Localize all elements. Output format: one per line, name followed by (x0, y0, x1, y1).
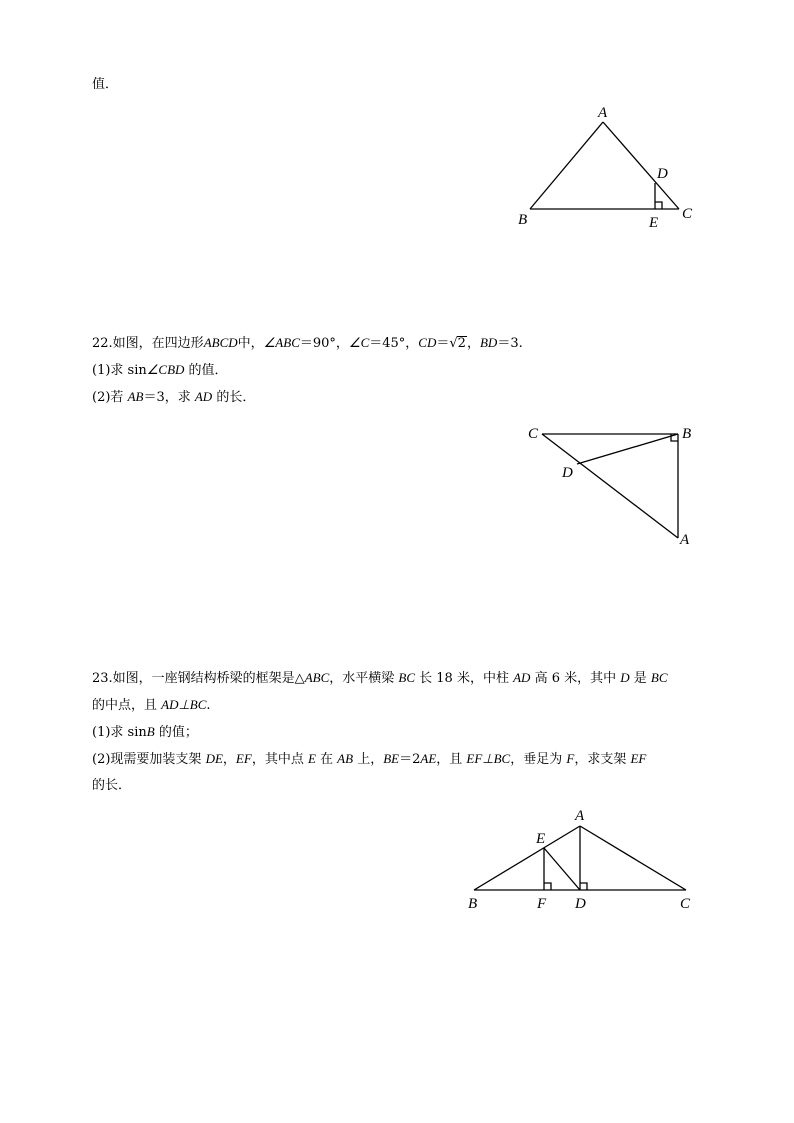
q23-de: DE (205, 751, 223, 766)
q22-part1-pre: (1)求 sin (92, 363, 147, 378)
q23-figure-bridge (460, 800, 700, 920)
q23-line4: 的长． (92, 778, 132, 793)
q23-text-b: ，水平横梁 (329, 671, 399, 686)
q23-bc2: BC (650, 670, 668, 685)
label-b: B (468, 896, 478, 912)
q23-p2-b: ， (222, 752, 236, 767)
label-e: E (536, 831, 546, 847)
q23-p2-f: ＝2 (399, 752, 421, 767)
q23-p2-a: (2)现需要加装支架 (92, 752, 206, 767)
q23-tri: ABC (304, 670, 330, 685)
prev-figure-triangle-abc (510, 98, 710, 238)
q22-ab: AB (127, 389, 144, 404)
right-angle-mark-e (655, 202, 662, 209)
q23-part1-post: 的值； (154, 725, 198, 740)
q22-angle-c: ∠C (348, 335, 370, 350)
label-b: B (518, 212, 528, 228)
q23-p2-g: ，且 (436, 752, 467, 767)
q23-part2 (92, 750, 646, 769)
q23-bc1: BC (398, 670, 416, 685)
q23-f1: F (566, 751, 575, 766)
q22-part2-post: 的长． (212, 390, 256, 405)
label-c: C (680, 896, 691, 912)
q23-ae: AE (420, 751, 437, 766)
q23-p2-e: 上， (353, 752, 384, 767)
q22-eq-90: ＝90°， (299, 336, 349, 351)
q22-eq-45: ＝45°， (369, 336, 419, 351)
q22-part2 (92, 388, 255, 407)
label-c: C (682, 206, 693, 222)
q23-part2-line2 (92, 777, 131, 795)
q23-p2-d: 在 (315, 752, 338, 767)
label-f: F (537, 896, 547, 912)
sqrt-sign: √ (449, 336, 458, 351)
right-angle-mark-d (580, 883, 587, 890)
q23-d1: D (620, 670, 630, 685)
q22-quad: ABCD (203, 335, 238, 350)
prev-question-tail (92, 76, 118, 94)
q22-sqrt-value: 2 (457, 336, 466, 351)
q22-cd: CD (418, 335, 437, 350)
label-d: D (562, 465, 573, 481)
q23-text-c: 长 18 米，中柱 (415, 671, 514, 686)
q23-p2-c: ，其中点 (251, 752, 308, 767)
q22-eq-3: ＝3. (497, 336, 523, 351)
q22-eq: ＝ (436, 336, 450, 351)
q22-bd: BD (479, 335, 498, 350)
q23-part1 (92, 723, 198, 742)
segment-ab (530, 122, 603, 209)
q22-part1 (92, 361, 228, 380)
q23-ab1: AB (337, 751, 354, 766)
q23-p2-i: ，求支架 (574, 752, 631, 767)
q23-ef1: EF (235, 751, 252, 766)
label-a: A (680, 532, 690, 548)
label-b: B (682, 426, 692, 442)
q23-line2-b: . (206, 698, 211, 713)
q23-e1: E (307, 751, 316, 766)
q23-ad1: AD (513, 670, 531, 685)
q23-stem-line2 (92, 696, 211, 715)
right-angle-mark-f (544, 883, 551, 890)
label-d: D (657, 166, 668, 182)
segment-ed (544, 848, 580, 890)
q23-ef2: EF (630, 751, 647, 766)
q22-angle-cbd: ∠CBD (146, 362, 185, 377)
label-c: C (528, 426, 539, 442)
q23-stem-line1 (92, 669, 668, 688)
q22-stem (92, 334, 523, 353)
q22-angle-abc: ∠ABC (263, 335, 300, 350)
q22-sep: ， (466, 336, 480, 351)
segment-db (577, 434, 678, 464)
q23-text-a: 23.如图，一座钢结构桥梁的框架是△ (92, 671, 305, 686)
q23-be: BE (383, 751, 400, 766)
q23-perp2: EF⊥BC (466, 751, 511, 766)
q22-figure-quadrilateral (520, 420, 710, 555)
q22-part1-post: 的值． (184, 363, 228, 378)
q22-mid1: 中， (237, 336, 264, 351)
segment-ac (580, 826, 686, 890)
label-e: E (649, 215, 659, 231)
segment-ca (542, 434, 678, 538)
label-a: A (598, 105, 608, 121)
q23-p2-h: ，垂足为 (510, 752, 567, 767)
q23-perp1: AD⊥BC (161, 697, 207, 712)
segment-ba (474, 826, 580, 890)
q22-part2-mid: ＝3，求 (143, 390, 195, 405)
q23-b-letter: B (146, 724, 155, 739)
q23-text-e: 是 (629, 671, 651, 686)
q23-line2-a: 的中点，且 (92, 698, 162, 713)
label-d: D (575, 896, 586, 912)
prev-tail-text: 值． (92, 77, 119, 92)
q22-ad: AD (194, 389, 213, 404)
q23-part1-pre: (1)求 sin (92, 725, 147, 740)
q23-text-d: 高 6 米，其中 (530, 671, 621, 686)
q22-prefix: 22.如图，在四边形 (92, 336, 204, 351)
label-a: A (575, 808, 585, 824)
q22-part2-pre: (2)若 (92, 390, 128, 405)
